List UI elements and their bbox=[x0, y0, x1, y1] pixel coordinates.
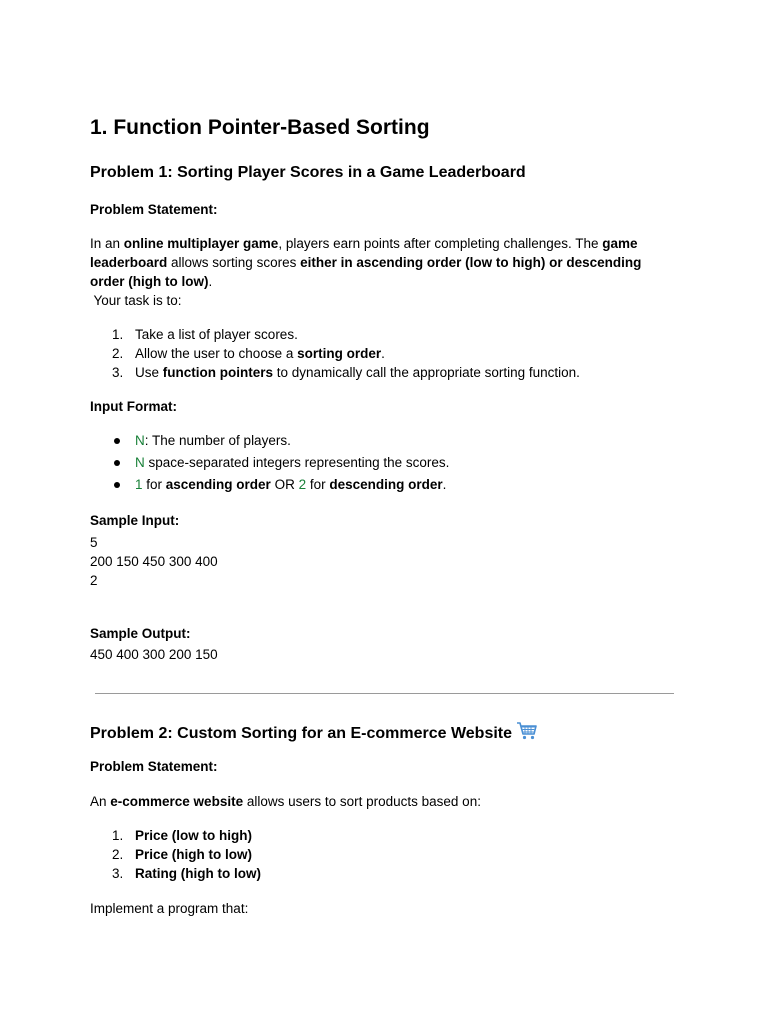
problem2-option-list bbox=[90, 826, 261, 883]
problem2-title: Problem 2: Custom Sorting for an E-commerce Website bbox=[90, 721, 538, 746]
list-item: 1. Price (low to high) bbox=[112, 828, 252, 843]
horizontal-rule bbox=[95, 693, 674, 694]
sample-input-line: 5 bbox=[90, 535, 98, 550]
bullet-icon bbox=[114, 438, 120, 444]
bullet-icon bbox=[114, 460, 120, 466]
list-item: 2. Price (high to low) bbox=[112, 847, 252, 862]
sample-input-label: Sample Input: bbox=[90, 513, 180, 528]
input-format-label: Input Format: bbox=[90, 399, 177, 414]
section-heading: 1. Function Pointer-Based Sorting bbox=[90, 116, 430, 139]
list-item: 2. Allow the user to choose a sorting order. bbox=[112, 346, 385, 361]
problem2-statement: An e-commerce website allows users to sort products based on: bbox=[90, 794, 481, 809]
sample-output-label: Sample Output: bbox=[90, 626, 191, 641]
problem1-statement: In an online multiplayer game, players earn points after completing challenges. The game leaderboard allows sorting scores either in ascending order (low to high) or descending order (high to low). bbox=[90, 236, 642, 289]
list-item: 1. Take a list of player scores. bbox=[112, 327, 298, 342]
list-item: 3. Rating (high to low) bbox=[112, 866, 261, 881]
shopping-cart-icon bbox=[516, 721, 538, 746]
sample-input-line: 2 bbox=[90, 573, 98, 588]
problem1-statement-label: Problem Statement: bbox=[90, 202, 218, 217]
problem1-task-list bbox=[90, 325, 580, 382]
implement-text: Implement a program that: bbox=[90, 901, 249, 916]
list-item: N: The number of players. bbox=[90, 430, 449, 452]
list-item: 3. Use function pointers to dynamically call the appropriate sorting function. bbox=[112, 365, 580, 380]
bullet-icon bbox=[114, 482, 120, 488]
sample-output-value: 450 400 300 200 150 bbox=[90, 647, 218, 662]
list-item: N space-separated integers representing the scores. bbox=[90, 452, 449, 474]
problem2-statement-label: Problem Statement: bbox=[90, 759, 218, 774]
list-item: 1 for ascending order OR 2 for descending order. bbox=[90, 474, 449, 496]
input-format-list bbox=[90, 430, 449, 496]
sample-input-line: 200 150 450 300 400 bbox=[90, 554, 218, 569]
problem1-title: Problem 1: Sorting Player Scores in a Game Leaderboard bbox=[90, 164, 526, 181]
problem1-task-intro: Your task is to: bbox=[90, 293, 182, 308]
